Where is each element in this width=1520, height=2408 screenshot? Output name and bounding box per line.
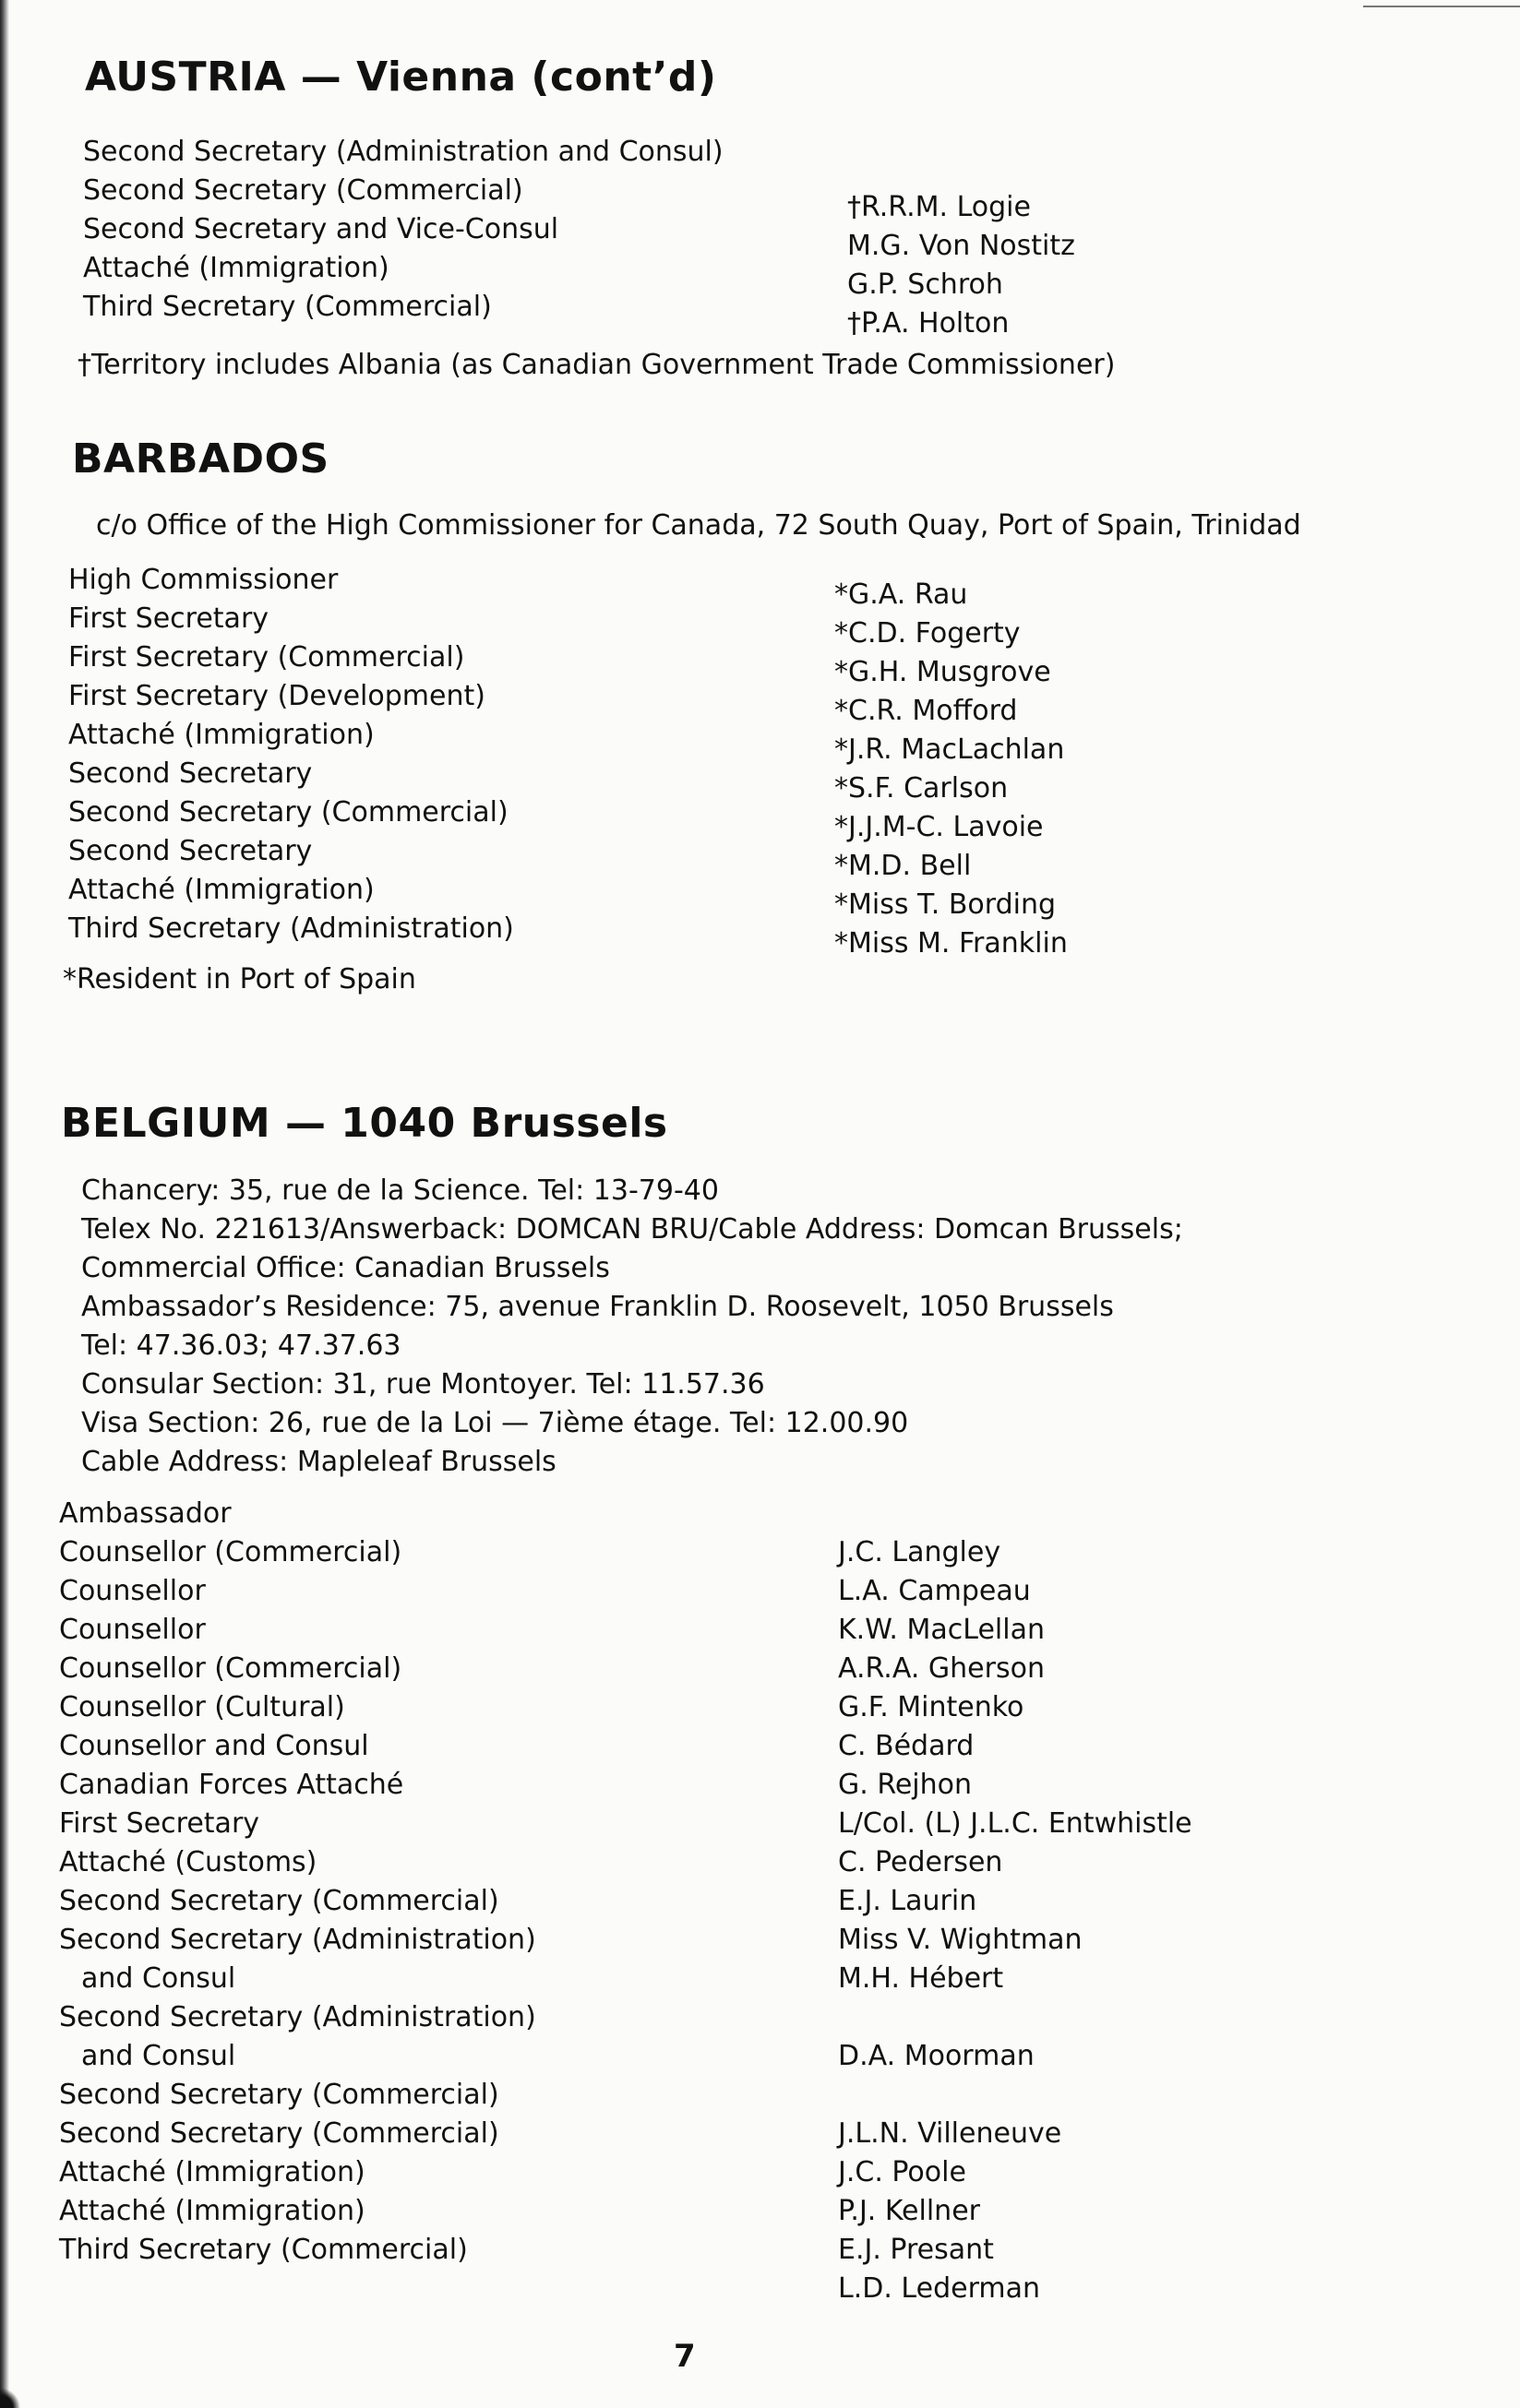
belgium-title: Second Secretary (Administration) xyxy=(59,2001,536,2033)
barbados-title: First Secretary xyxy=(68,602,269,635)
barbados-title: Second Secretary xyxy=(68,835,313,867)
barbados-title: Attaché (Immigration) xyxy=(68,719,375,751)
belgium-name: K.W. MacLellan xyxy=(838,1614,1045,1646)
belgium-name: E.J. Presant xyxy=(838,2234,994,2266)
austria-name: †R.R.M. Logie xyxy=(847,191,1031,223)
belgium-title: Attaché (Immigration) xyxy=(59,2195,365,2227)
scan-edge-left xyxy=(0,0,9,2408)
belgium-name xyxy=(838,1998,1192,2037)
barbados-name: *C.D. Fogerty xyxy=(834,617,1021,650)
belgium-title: Second Secretary (Administration) xyxy=(59,1924,536,1956)
austria-name: G.P. Schroh xyxy=(847,268,1003,301)
belgium-title: Second Secretary (Commercial) xyxy=(59,2117,499,2150)
austria-titles xyxy=(83,133,724,327)
austria-heading: AUSTRIA — Vienna (cont’d) xyxy=(85,54,717,101)
austria-names xyxy=(847,188,1075,343)
belgium-name: M.H. Hébert xyxy=(838,1962,1004,1995)
belgium-title: and Consul xyxy=(81,2040,236,2072)
belgium-title: Second Secretary (Commercial) xyxy=(59,2079,499,2111)
belgium-name: L.A. Campeau xyxy=(838,1575,1031,1607)
belgium-name: L/Col. (L) J.L.C. Entwhistle xyxy=(838,1807,1192,1840)
austria-title: Attaché (Immigration) xyxy=(83,252,389,284)
belgium-name: J.C. Langley xyxy=(838,1536,1001,1568)
barbados-title: First Secretary (Development) xyxy=(68,680,485,712)
barbados-title: Second Secretary (Commercial) xyxy=(68,796,509,828)
belgium-name: G. Rejhon xyxy=(838,1769,972,1801)
belgium-title: Third Secretary (Commercial) xyxy=(59,2234,468,2266)
barbados-title: Second Secretary xyxy=(68,757,313,790)
belgium-title: Counsellor xyxy=(59,1575,206,1607)
belgium-title: Canadian Forces Attaché xyxy=(59,1769,404,1801)
barbados-titles xyxy=(68,561,514,948)
belgium-title: Ambassador xyxy=(59,1497,232,1530)
austria-name: M.G. Von Nostitz xyxy=(847,230,1075,262)
austria-title: Second Secretary (Administration and Consul) xyxy=(83,136,724,168)
barbados-title: Third Secretary (Administration) xyxy=(68,912,514,945)
barbados-name: *J.J.M-C. Lavoie xyxy=(834,811,1044,843)
page-number: 7 xyxy=(674,2338,696,2375)
belgium-name: J.L.N. Villeneuve xyxy=(838,2117,1062,2150)
belgium-address-line: Tel: 47.36.03; 47.37.63 xyxy=(81,1329,401,1362)
barbados-name: *J.R. MacLachlan xyxy=(834,733,1065,766)
belgium-titles xyxy=(59,1495,536,2270)
belgium-title: Counsellor (Commercial) xyxy=(59,1536,402,1568)
belgium-address-line: Consular Section: 31, rue Montoyer. Tel: 11.57.36 xyxy=(81,1368,765,1401)
austria-title: Second Secretary and Vice-Consul xyxy=(83,213,559,245)
belgium-name: C. Pedersen xyxy=(838,1846,1003,1878)
belgium-title: Attaché (Customs) xyxy=(59,1846,317,1878)
belgium-name: E.J. Laurin xyxy=(838,1885,977,1917)
belgium-name: Miss V. Wightman xyxy=(838,1924,1083,1956)
barbados-name: *G.A. Rau xyxy=(834,578,968,611)
barbados-title: Attaché (Immigration) xyxy=(68,874,375,906)
barbados-names xyxy=(834,576,1068,963)
barbados-name: *G.H. Musgrove xyxy=(834,656,1051,688)
belgium-address-line: Cable Address: Mapleleaf Brussels xyxy=(81,1446,557,1478)
scan-edge-top xyxy=(1363,6,1520,7)
barbados-name: *S.F. Carlson xyxy=(834,772,1009,805)
barbados-heading: BARBADOS xyxy=(72,435,329,483)
belgium-name: J.C. Poole xyxy=(838,2156,966,2188)
belgium-address-line: Ambassador’s Residence: 75, avenue Franklin D. Roosevelt, 1050 Brussels xyxy=(81,1291,1114,1323)
belgium-name xyxy=(838,1495,1192,1533)
belgium-title: Attaché (Immigration) xyxy=(59,2156,365,2188)
belgium-name xyxy=(838,2076,1192,2115)
austria-footnote: †Territory includes Albania (as Canadian Government Trade Commissioner) xyxy=(78,349,1116,381)
belgium-title: Counsellor and Consul xyxy=(59,1730,369,1762)
belgium-address-line: Visa Section: 26, rue de la Loi — 7ième étage. Tel: 12.00.90 xyxy=(81,1407,909,1439)
barbados-title: High Commissioner xyxy=(68,564,339,596)
belgium-address xyxy=(81,1172,1183,1482)
barbados-title: First Secretary (Commercial) xyxy=(68,641,465,674)
belgium-name: A.R.A. Gherson xyxy=(838,1652,1045,1685)
belgium-title: Second Secretary (Commercial) xyxy=(59,1885,499,1917)
belgium-title: Counsellor (Commercial) xyxy=(59,1652,402,1685)
belgium-address-line: Commercial Office: Canadian Brussels xyxy=(81,1252,610,1284)
barbados-name: *Miss M. Franklin xyxy=(834,927,1068,960)
barbados-name: *C.R. Mofford xyxy=(834,695,1018,727)
barbados-address: c/o Office of the High Commissioner for Canada, 72 South Quay, Port of Spain, Trinidad xyxy=(96,509,1301,542)
austria-title: Third Secretary (Commercial) xyxy=(83,291,492,323)
belgium-title: First Secretary xyxy=(59,1807,260,1840)
barbados-name: *Miss T. Bording xyxy=(834,888,1057,921)
austria-title: Second Secretary (Commercial) xyxy=(83,174,523,207)
belgium-name: C. Bédard xyxy=(838,1730,975,1762)
belgium-address-line: Telex No. 221613/Answerback: DOMCAN BRU/Cable Address: Domcan Brussels; xyxy=(81,1213,1183,1246)
belgium-title: Counsellor xyxy=(59,1614,206,1646)
belgium-heading: BELGIUM — 1040 Brussels xyxy=(61,1100,668,1147)
belgium-title: and Consul xyxy=(81,1962,236,1995)
scan-edge-corner xyxy=(0,2380,28,2408)
belgium-name: G.F. Mintenko xyxy=(838,1691,1024,1723)
belgium-name: D.A. Moorman xyxy=(838,2040,1035,2072)
belgium-name: P.J. Kellner xyxy=(838,2195,980,2227)
belgium-title: Counsellor (Cultural) xyxy=(59,1691,345,1723)
austria-name: †P.A. Holton xyxy=(847,307,1010,340)
belgium-names xyxy=(838,1495,1192,2308)
belgium-name: L.D. Lederman xyxy=(838,2272,1040,2305)
belgium-address-line: Chancery: 35, rue de la Science. Tel: 13-79-40 xyxy=(81,1174,719,1207)
barbados-footnote: *Resident in Port of Spain xyxy=(63,963,416,995)
barbados-name: *M.D. Bell xyxy=(834,850,972,882)
